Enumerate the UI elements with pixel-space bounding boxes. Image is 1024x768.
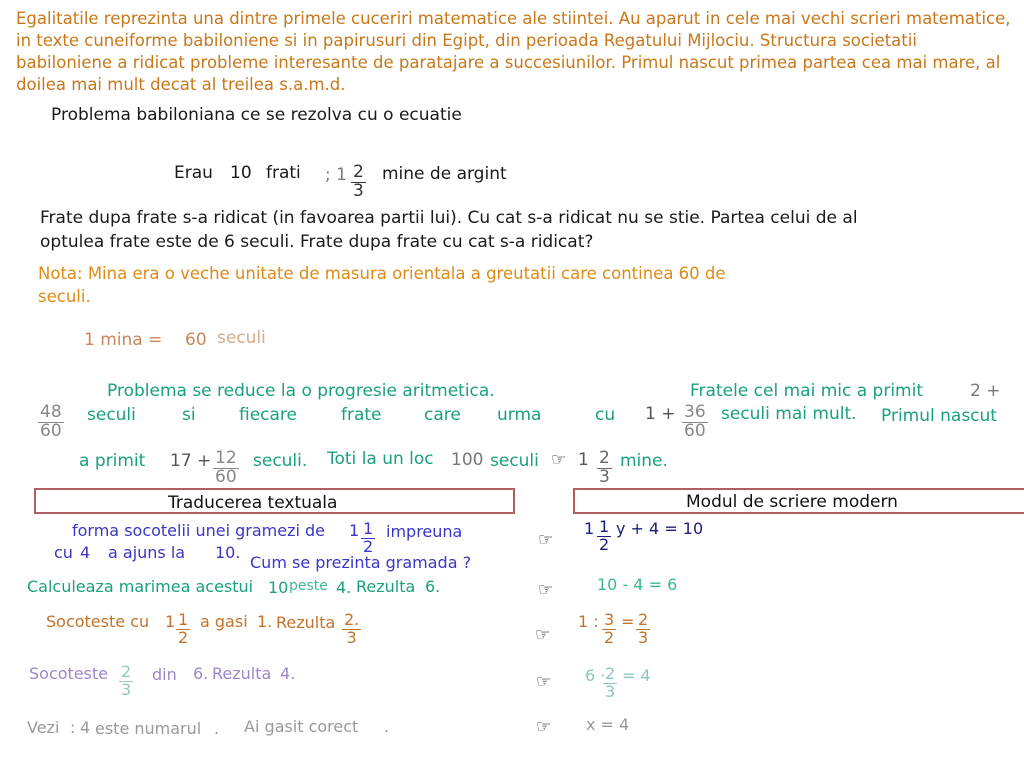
reduce-sentence: Problema se reduce la o progresie aritmetica. xyxy=(107,381,495,401)
pointing-hand-icon: ☞ xyxy=(538,580,554,600)
step2-text-a: Calculeaza marimea acestui xyxy=(27,577,254,596)
word-care: care xyxy=(424,405,461,425)
fraction-numerator: 2 xyxy=(605,664,616,683)
fraction-numerator: 2 xyxy=(121,662,132,681)
word-si: si xyxy=(182,405,196,425)
fraction-numerator: 1 xyxy=(178,610,189,629)
step4-fraction xyxy=(119,664,133,699)
pointing-hand-icon: ☞ xyxy=(551,450,567,470)
word-seculi: seculi xyxy=(87,405,136,425)
mina-label: 1 mina = xyxy=(84,330,163,350)
fraction-numerator: 2 xyxy=(599,448,610,468)
word-urma: urma xyxy=(497,405,542,425)
fraction-denominator: 3 xyxy=(638,627,649,647)
mina-value: 60 xyxy=(185,330,207,350)
seculi-dot: seculi. xyxy=(253,451,308,471)
step3-result-fraction xyxy=(342,612,361,647)
step4-rezulta: Rezulta xyxy=(212,664,272,683)
got-text: a primit xyxy=(79,451,146,471)
seventeen-plus: 17 + xyxy=(170,451,212,471)
mine-total: mine. xyxy=(620,451,668,471)
word-cu: cu xyxy=(595,405,616,425)
fraction-36-60 xyxy=(682,404,708,441)
modern1-equation: y + 4 = 10 xyxy=(616,519,704,538)
step2-four: 4. xyxy=(336,578,352,597)
frati-label: frati xyxy=(266,163,301,183)
youngest-sentence: Fratele cel mai mic a primit xyxy=(690,381,924,401)
step2-ten: 10 xyxy=(268,578,289,597)
pointing-hand-icon: ☞ xyxy=(538,530,554,550)
one-plus: 1 + xyxy=(645,404,676,424)
pointing-hand-icon: ☞ xyxy=(536,672,552,692)
modern3-equals: = xyxy=(621,612,635,631)
step2-rezulta: Rezulta xyxy=(356,577,416,596)
note-line-2: seculi. xyxy=(38,287,91,306)
modern4-rest: = 4 xyxy=(622,666,651,685)
step5-four: 4 xyxy=(80,718,91,737)
fraction-48-60 xyxy=(38,404,64,441)
step4-din: din xyxy=(152,665,177,684)
step1-question: Cum se prezinta gramada ? xyxy=(250,553,472,572)
total-one: 1 xyxy=(578,450,589,470)
fraction-numerator: 12 xyxy=(215,448,237,468)
fraction-numerator: 2. xyxy=(344,610,360,629)
right-column-title: Modul de scriere modern xyxy=(686,492,898,512)
pointing-hand-icon: ☞ xyxy=(536,717,552,737)
modern1-fraction xyxy=(597,519,611,554)
fraction-denominator: 2 xyxy=(178,627,189,647)
step2-six: 6. xyxy=(425,577,441,596)
modern3-fraction-2 xyxy=(636,612,650,647)
step1-cu: cu xyxy=(54,543,73,562)
pointing-hand-icon: ☞ xyxy=(535,625,551,645)
fraction-denominator: 3 xyxy=(599,466,610,487)
modern5-equation: x = 4 xyxy=(586,715,630,734)
mine-label: mine de argint xyxy=(382,164,507,184)
modern2-equation: 10 - 4 = 6 xyxy=(597,575,678,594)
problem-line-2: optulea frate este de 6 seculi. Frate dupa frate cu cat s-a ridicat? xyxy=(40,232,594,252)
erau-label: Erau xyxy=(174,163,213,183)
step1-text-b: impreuna xyxy=(386,522,463,541)
step3-fraction xyxy=(176,612,190,647)
fraction-numerator: 1 xyxy=(599,517,610,536)
fraction-denominator: 60 xyxy=(215,466,237,487)
step1-four: 4 xyxy=(80,543,91,562)
word-fiecare: fiecare xyxy=(239,405,298,425)
hundred-value: 100 xyxy=(451,450,484,470)
fraction-total-two-thirds xyxy=(597,450,612,487)
step5-colon: : xyxy=(70,718,76,737)
modern1-one: 1 xyxy=(584,519,595,538)
modern4-fraction xyxy=(603,666,617,701)
step3-one: 1 xyxy=(165,612,176,631)
modern3-fraction-1 xyxy=(602,612,616,647)
step5-dot-2: . xyxy=(384,717,390,736)
fraction-denominator: 3 xyxy=(121,679,132,699)
semicolon-one: ; 1 xyxy=(325,165,347,185)
fraction-numerator: 1 xyxy=(363,519,374,538)
note-line-1: Nota: Mina era o veche unitate de masura orientala a greutatii care continea 60 de xyxy=(38,264,726,283)
step5-text-a: este numarul xyxy=(95,719,202,738)
fraction-numerator: 2 xyxy=(638,610,649,629)
step1-ten: 10. xyxy=(215,543,241,562)
more-text: seculi mai mult. xyxy=(721,404,857,424)
problem-heading: Problema babiloniana ce se rezolva cu o ecuatie xyxy=(51,105,462,125)
fraction-12-60 xyxy=(213,450,239,487)
step3-text-a: Socoteste cu xyxy=(46,612,150,631)
step3-rezulta: Rezulta xyxy=(276,613,336,632)
brothers-count: 10 xyxy=(230,163,252,183)
step4-four: 4. xyxy=(280,664,296,683)
step3-text-b: a gasi xyxy=(200,612,248,631)
fraction-denominator: 3 xyxy=(346,627,357,647)
fraction-denominator: 2 xyxy=(604,627,615,647)
fraction-denominator: 60 xyxy=(684,420,706,441)
step1-one: 1 xyxy=(349,521,360,540)
step3-one-dot: 1. xyxy=(257,612,273,631)
word-frate: frate xyxy=(341,405,382,425)
fraction-two-thirds xyxy=(351,164,366,201)
fraction-numerator: 36 xyxy=(684,402,706,422)
fraction-numerator: 2 xyxy=(353,162,364,182)
step5-dot-1: . xyxy=(214,719,220,738)
fraction-denominator: 2 xyxy=(363,536,374,556)
step4-text-a: Socoteste xyxy=(29,664,109,683)
total-text: Toti la un loc xyxy=(327,449,434,469)
fraction-numerator: 48 xyxy=(40,402,62,422)
step1-text-c: a ajuns la xyxy=(108,543,186,562)
fraction-denominator: 2 xyxy=(599,534,610,554)
two-plus: 2 + xyxy=(970,381,1001,401)
step1-fraction xyxy=(361,521,375,556)
step1-text-a: forma socotelii unei gramezi de xyxy=(72,521,325,540)
fraction-numerator: 3 xyxy=(604,610,615,629)
step5-vezi: Vezi xyxy=(27,718,60,737)
step5-text-b: Ai gasit corect xyxy=(244,717,359,736)
fraction-denominator: 60 xyxy=(40,420,62,441)
step2-peste: peste xyxy=(289,578,328,594)
mina-unit: seculi xyxy=(217,328,266,348)
modern4-six: 6 · xyxy=(585,666,606,685)
first-born-text: Primul nascut xyxy=(881,406,997,426)
problem-line-1: Frate dupa frate s-a ridicat (in favoarea partii lui). Cu cat s-a ridicat nu se stie. Partea celui de al xyxy=(40,208,858,228)
fraction-denominator: 3 xyxy=(353,180,364,201)
intro-paragraph: Egalitatile reprezinta una dintre primele cuceriri matematice ale stiintei. Au aparut in cele mai vechi scrieri matematice, in texte cuneiforme babiloniene si in papirusuri din Egipt, din perioada Regatului Mijlociu. Structura societatii babiloniene a ridicat probleme interesante de paratajare a succesiunilor. Primul nascut primea partea cea mai mare, al doilea mai mult decat al treilea s.a.m.d. xyxy=(16,9,1011,94)
seculi-total: seculi xyxy=(490,451,539,471)
fraction-denominator: 3 xyxy=(605,681,616,701)
step4-six: 6. xyxy=(193,664,209,683)
modern3-lhs: 1 : xyxy=(578,612,599,631)
left-column-title: Traducerea textuala xyxy=(168,493,338,513)
